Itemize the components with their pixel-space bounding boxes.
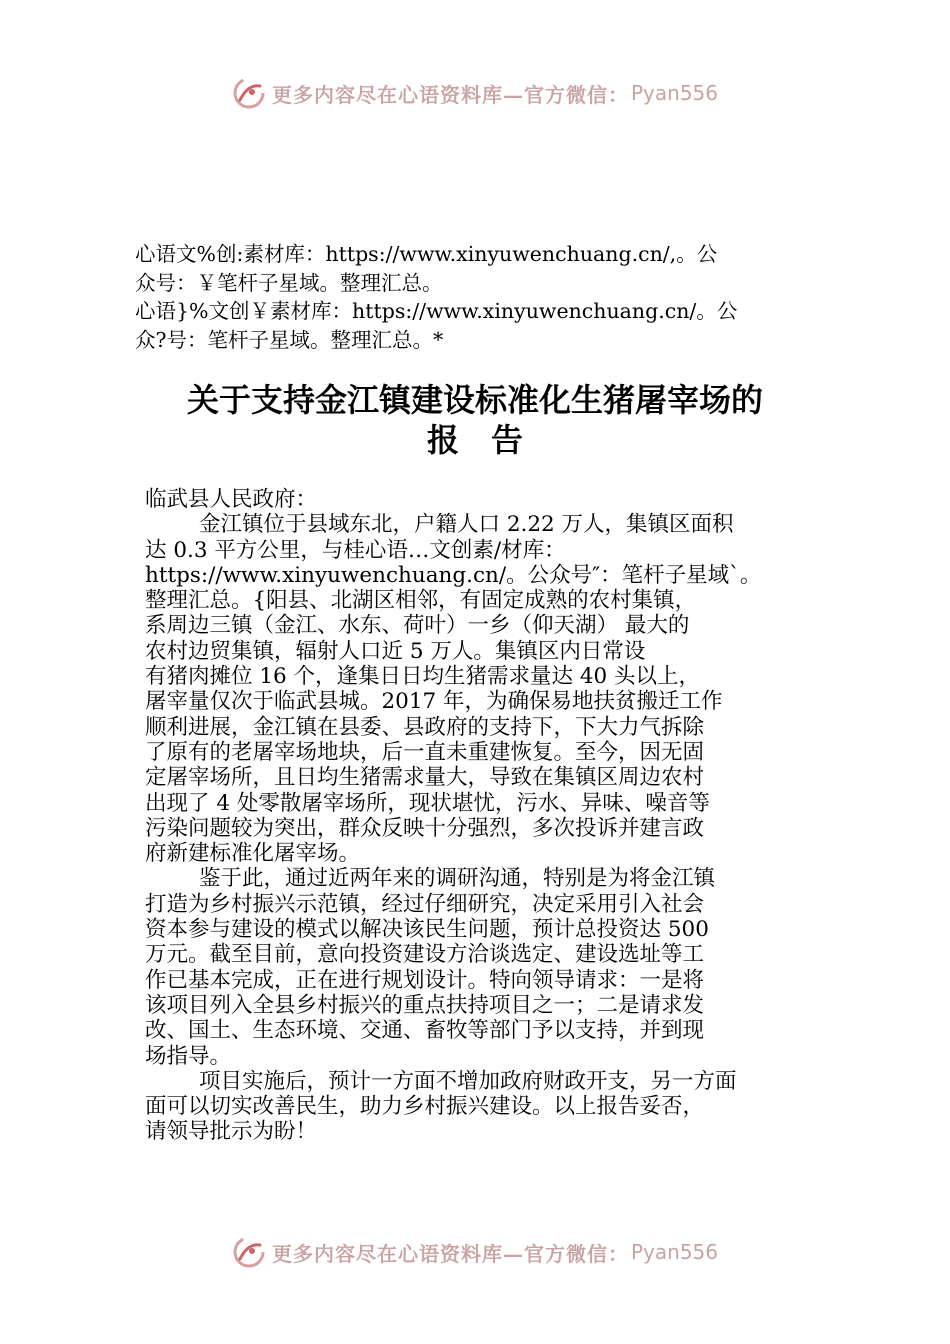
body-line: 农村边贸集镇，辐射人口近 5 万人。集镇区内日常设	[145, 638, 646, 664]
body-line: 万元。截至目前，意向投资建设方洽谈选定、建设选址等工	[145, 942, 705, 968]
notice-line: 心语}%文创￥素材库：https://www.xinyuwenchuang.cn/。公	[135, 299, 738, 323]
body-line: 达 0.3 平方公里，与桂心语…文创素/材库：	[145, 537, 566, 563]
notice-line: 众?号：笔杆子星域。整理汇总。*	[135, 327, 444, 352]
document-title	[100, 380, 850, 460]
body-line: 请领导批示为盼！	[145, 1119, 318, 1145]
watermark-wechat-id: Pyan556	[630, 81, 718, 105]
body-line: 打造为乡村振兴示范镇，经过仔细研究，决定采用引入社会	[145, 891, 705, 917]
body-line: 了原有的老屠宰场地块，后一直未重建恢复。至今，因无固	[145, 739, 705, 765]
notice-line: 众号：￥笔杆子星域。整理汇总。	[135, 270, 443, 295]
header-watermark-banner	[0, 73, 950, 113]
salutation: 临武县人民政府：	[145, 487, 318, 512]
body-line: 改、国土、生态环境、交通、畜牧等部门予以支持，并到现	[145, 1018, 705, 1044]
title-line-2: 报告	[426, 421, 555, 459]
body-line: 该项目列入全县乡村振兴的重点扶持项目之一；二是请求发	[145, 992, 705, 1018]
watermark-wechat-id: Pyan556	[630, 1240, 718, 1264]
body-line: 面可以切实改善民生，助力乡村振兴建设。以上报告妥否，	[145, 1094, 705, 1120]
brush-stroke-logo-icon	[232, 76, 266, 110]
source-notice	[135, 240, 835, 354]
body-line: 金江镇位于县域东北，户籍人口 2.22 万人，集镇区面积	[199, 512, 734, 538]
body-line: 作已基本完成，正在进行规划设计。特向领导请求：一是将	[145, 967, 705, 993]
body-line: https://www.xinyuwenchuang.cn/。公众号″：笔杆子星域`。	[145, 562, 762, 588]
body-line: 定屠宰场所，且日均生猪需求量大，导致在集镇区周边农村	[145, 765, 705, 791]
body-line: 顺利进展，金江镇在县委、县政府的支持下，下大力气拆除	[145, 714, 705, 740]
body-line: 系周边三镇（金江、水东、荷叶）一乡（仰天湖） 最大的	[145, 613, 690, 639]
watermark-text: 更多内容尽在心语资料库—官方微信：	[271, 82, 629, 107]
body-line: 鉴于此，通过近两年来的调研沟通，特别是为将金江镇	[199, 866, 716, 892]
body-line: 资本参与建设的模式以解决该民生问题，预计总投资达 500	[145, 917, 709, 943]
footer-watermark-banner	[0, 1232, 950, 1272]
body-line: 府新建标准化屠宰场。	[145, 841, 361, 867]
title-line-1: 关于支持金江镇建设标准化生猪屠宰场的	[186, 381, 763, 419]
body-line: 整理汇总。{阳县、北湖区相邻，有固定成熟的农村集镇，	[145, 588, 697, 614]
body-line: 污染问题较为突出，群众反映十分强烈，多次投诉并建言政	[145, 815, 705, 841]
body-line: 项目实施后，预计一方面不增加政府财政开支，另一方面	[199, 1068, 737, 1094]
brush-stroke-logo-icon	[232, 1235, 266, 1269]
body-line: 出现了 4 处零散屠宰场所，现状堪忧，污水、异味、噪音等	[145, 790, 710, 816]
body-line: 屠宰量仅次于临武县城。2017 年，为确保易地扶贫搬迁工作	[145, 689, 723, 715]
body-line: 有猪肉摊位 16 个，逢集日日均生猪需求量达 40 头以上，	[145, 664, 701, 690]
notice-line: 心语文%创:素材库：https://www.xinyuwenchuang.cn/,。公	[135, 242, 718, 266]
body-line: 场指导。	[145, 1043, 232, 1069]
document-body	[145, 487, 845, 1145]
watermark-text: 更多内容尽在心语资料库—官方微信：	[271, 1241, 629, 1266]
